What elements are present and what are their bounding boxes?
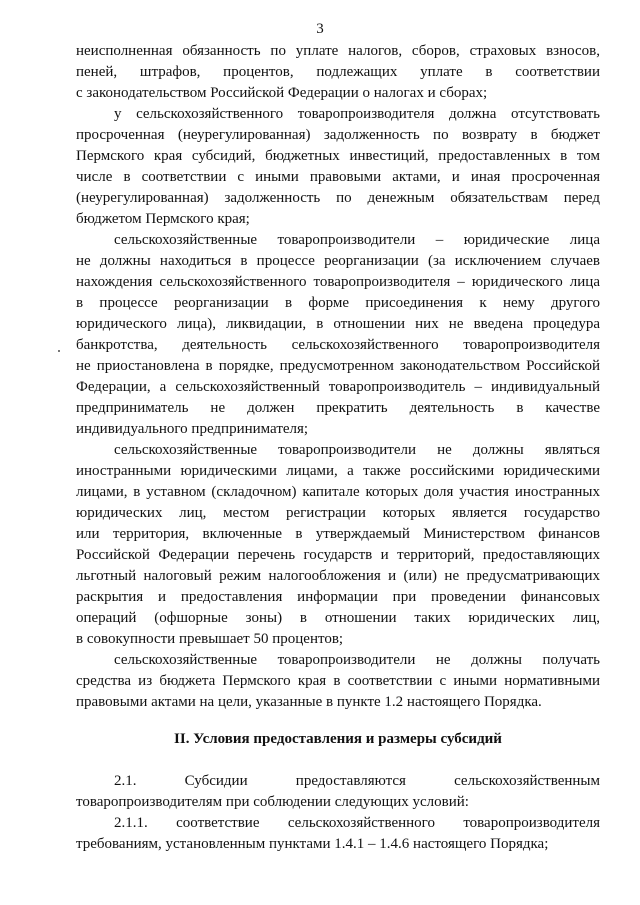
text-line: Российской Федерации перечень государств и территорий, предоставляющих bbox=[76, 547, 600, 563]
text-line: средства из бюджета Пермского края в соответствии с иными нормативными bbox=[76, 673, 600, 689]
text-line: в процессе реорганизации в форме присоединения к нему другого bbox=[76, 295, 600, 311]
text-line: сельскохозяйственные товаропроизводители не должны являться bbox=[114, 442, 600, 458]
document-body bbox=[76, 41, 600, 855]
text-line: операций (офшорные зоны) в отношении таких юридических лиц, bbox=[76, 610, 600, 626]
text-line: или территория, включенные в утверждаемый Министерством финансов bbox=[76, 526, 600, 542]
text-line: требованиям, установленным пунктами 1.4.1 – 1.4.6 настоящего Порядка; bbox=[76, 836, 549, 852]
paragraph bbox=[76, 771, 600, 813]
text-line: иностранными юридическими лицами, а также российскими юридическими bbox=[76, 463, 600, 479]
paragraph bbox=[76, 813, 600, 855]
text-line: 2.1.1. соответствие сельскохозяйственного товаропроизводителя bbox=[114, 815, 600, 831]
text-line: лицами, в уставном (складочном) капитале которых доля участия иностранных bbox=[76, 484, 600, 500]
scan-speck bbox=[58, 350, 60, 352]
page-number: 3 bbox=[316, 21, 324, 37]
paragraph bbox=[76, 440, 600, 650]
text-line: у сельскохозяйственного товаропроизводителя должна отсутствовать bbox=[114, 106, 600, 122]
text-line: числе в соответствии с иными правовыми актами, и иная просроченная bbox=[76, 169, 600, 185]
text-line: банкротства, деятельность сельскохозяйственного товаропроизводителя bbox=[76, 337, 600, 353]
text-line: 2.1. Субсидии предоставляются сельскохозяйственным bbox=[114, 773, 600, 789]
text-line: сельскохозяйственные товаропроизводители – юридические лица bbox=[114, 232, 600, 248]
text-line: с законодательством Российской Федерации о налогах и сборах; bbox=[76, 85, 488, 101]
text-line: нахождения сельскохозяйственного товаропроизводителя – юридического лица bbox=[76, 274, 600, 290]
section-heading: II. Условия предоставления и размеры субсидий bbox=[174, 731, 502, 747]
paragraph bbox=[76, 650, 600, 713]
text-line: льготный налоговый режим налогообложения и (или) не предусматривающих bbox=[76, 568, 600, 584]
text-line: бюджетом Пермского края; bbox=[76, 211, 250, 227]
section-paragraph-group bbox=[76, 771, 600, 855]
text-line: юридического лица), ликвидации, в отношении них не введена процедура bbox=[76, 316, 600, 332]
text-line: раскрытия и предоставления информации при проведении финансовых bbox=[76, 589, 600, 605]
paragraph bbox=[76, 41, 600, 104]
text-line: сельскохозяйственные товаропроизводители не должны получать bbox=[114, 652, 600, 668]
paragraph bbox=[76, 230, 600, 440]
text-line: предприниматель не должен прекратить деятельность в качестве bbox=[76, 400, 600, 416]
text-line: (неурегулированная) задолженность по денежным обязательствам перед bbox=[76, 190, 600, 206]
text-line: Пермского края субсидий, бюджетных инвестиций, предоставленных в том bbox=[76, 148, 600, 164]
text-line: в совокупности превышает 50 процентов; bbox=[76, 631, 344, 647]
paragraph bbox=[76, 104, 600, 230]
text-line: индивидуального предпринимателя; bbox=[76, 421, 309, 437]
text-line: товаропроизводителям при соблюдении следующих условий: bbox=[76, 794, 469, 810]
text-line: юридических лиц, местом регистрации которых является государство bbox=[76, 505, 600, 521]
text-line: не приостановлена в порядке, предусмотренном законодательством Российской bbox=[76, 358, 600, 374]
paragraph-group bbox=[76, 41, 600, 713]
text-line: не должны находиться в процессе реорганизации (за исключением случаев bbox=[76, 253, 600, 269]
text-line: просроченная (неурегулированная) задолженность по возврату в бюджет bbox=[76, 127, 600, 143]
text-line: Федерации, а сельскохозяйственный товаропроизводитель – индивидуальный bbox=[76, 379, 600, 395]
text-line: неисполненная обязанность по уплате налогов, сборов, страховых взносов, bbox=[76, 43, 600, 59]
text-line: правовыми актами на цели, указанные в пункте 1.2 настоящего Порядка. bbox=[76, 694, 542, 710]
text-line: пеней, штрафов, процентов, подлежащих уплате в соответствии bbox=[76, 64, 600, 80]
